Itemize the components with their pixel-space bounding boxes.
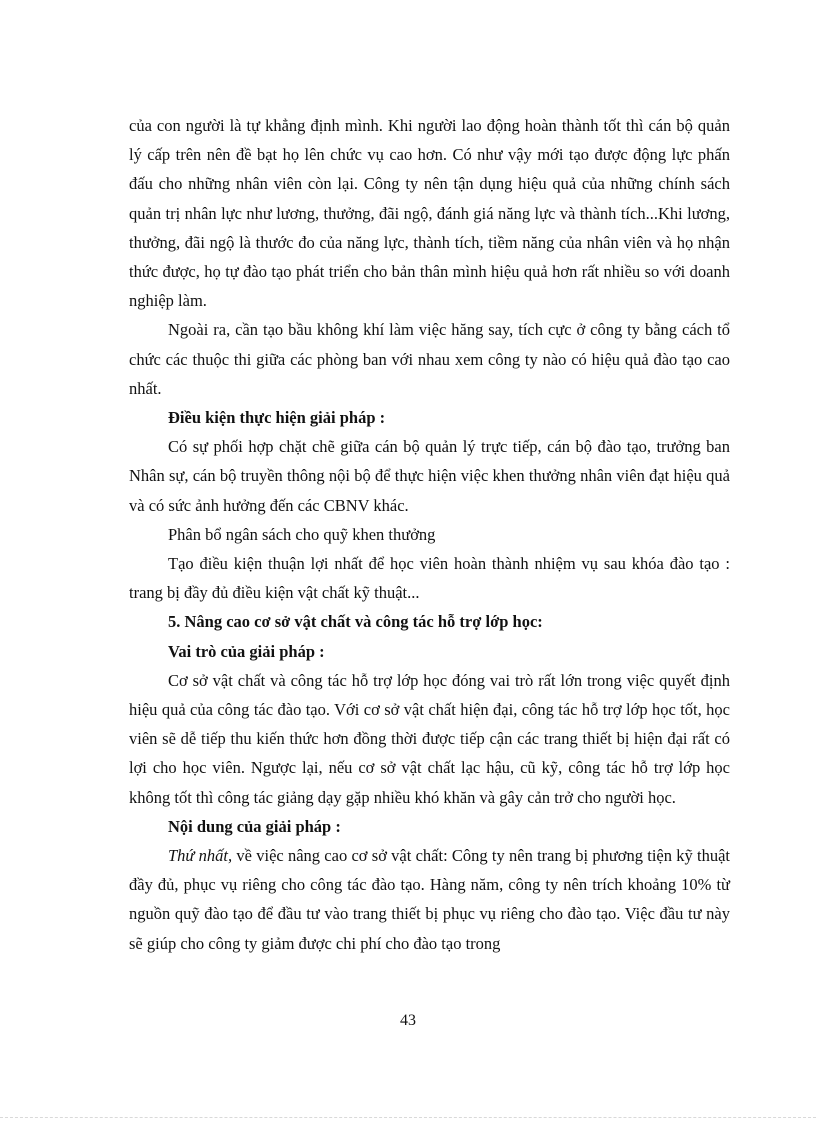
page-bottom-rule	[0, 1117, 816, 1118]
paragraph-favorable-conditions: Tạo điều kiện thuận lợi nhất để học viên hoàn thành nhiệm vụ sau khóa đào tạo : trang bị đầy đủ điều kiện vật chất kỹ thuật...	[129, 554, 730, 603]
paragraph-continuation: của con người là tự khẳng định mình. Khi người lao động hoàn thành tốt thì cán bộ quản lý cấp trên nên đề bạt họ lên chức vụ cao hơn. Có như vậy mới tạo được động lực phấn đấu cho những nhân viên còn lại. Công ty nên tận dụng hiệu quả của những chính sách quản trị nhân lực như lương, thưởng, đãi ngộ, đánh giá năng lực và thành tích...Khi lương, thưởng, đãi ngộ là thước đo của năng lực, thành tích, tiềm năng của nhân viên và họ nhận thức được, họ tự đào tạo phát triển cho bản thân mình hiệu quả hơn rất nhiều so với doanh nghiệp làm.	[129, 116, 730, 311]
paragraph-role: Cơ sở vật chất và công tác hỗ trợ lớp học đóng vai trò rất lớn trong việc quyết định hiệu quả của công tác đào tạo. Với cơ sở vật chất hiện đại, công tác hỗ trợ lớp học tốt, học viên sẽ dễ tiếp thu kiến thức hơn đồng thời được tiếp cận các trang thiết bị hiện đại rất có lợi cho học viên. Ngược lại, nếu cơ sở vật chất lạc hậu, cũ kỹ, công tác hỗ trợ lớp học không tốt thì công tác giảng dạy gặp nhiều khó khăn và gây cản trở cho người học.	[129, 670, 730, 807]
body-text	[129, 111, 730, 958]
paragraph-budget: Phân bổ ngân sách cho quỹ khen thưởng	[168, 524, 436, 544]
paragraph-first-point	[129, 841, 730, 958]
italic-lead: Thứ nhất,	[168, 846, 233, 866]
paragraph-coordination: Có sự phối hợp chặt chẽ giữa cán bộ quản lý trực tiếp, cán bộ đào tạo, trưởng ban Nhân sự, cán bộ truyền thông nội bộ để thực hiện việc khen thưởng nhân viên đạt hiệu quả và có sức ảnh hưởng đến các CBNV khác.	[129, 437, 730, 515]
heading-implementation-conditions: Điều kiện thực hiện giải pháp :	[168, 408, 386, 428]
section-heading-facilities: 5. Nâng cao cơ sở vật chất và công tác hỗ trợ lớp học:	[168, 612, 543, 632]
page-number: 43	[400, 1012, 416, 1029]
paragraph-first-point-text: về việc nâng cao cơ sở vật chất: Công ty nên trang bị phương tiện kỹ thuật đầy đủ, phục vụ riêng cho công tác đào tạo. Hàng năm, công ty nên trích khoảng 10% từ nguồn quỹ đào tạo để đầu tư vào trang thiết bị phục vụ riêng cho đào tạo. Việc đầu tư này sẽ giúp cho công ty giảm được chi phí cho đào tạo trong	[129, 846, 731, 953]
paragraph-atmosphere: Ngoài ra, cần tạo bầu không khí làm việc hăng say, tích cực ở công ty bằng cách tổ chức các thuộc thi giữa các phòng ban với nhau xem công ty nào có hiệu quả đào tạo cao nhất.	[129, 320, 730, 398]
heading-role-of-solution: Vai trò của giải pháp :	[168, 641, 325, 661]
heading-solution-content: Nội dung của giải pháp :	[168, 816, 341, 836]
